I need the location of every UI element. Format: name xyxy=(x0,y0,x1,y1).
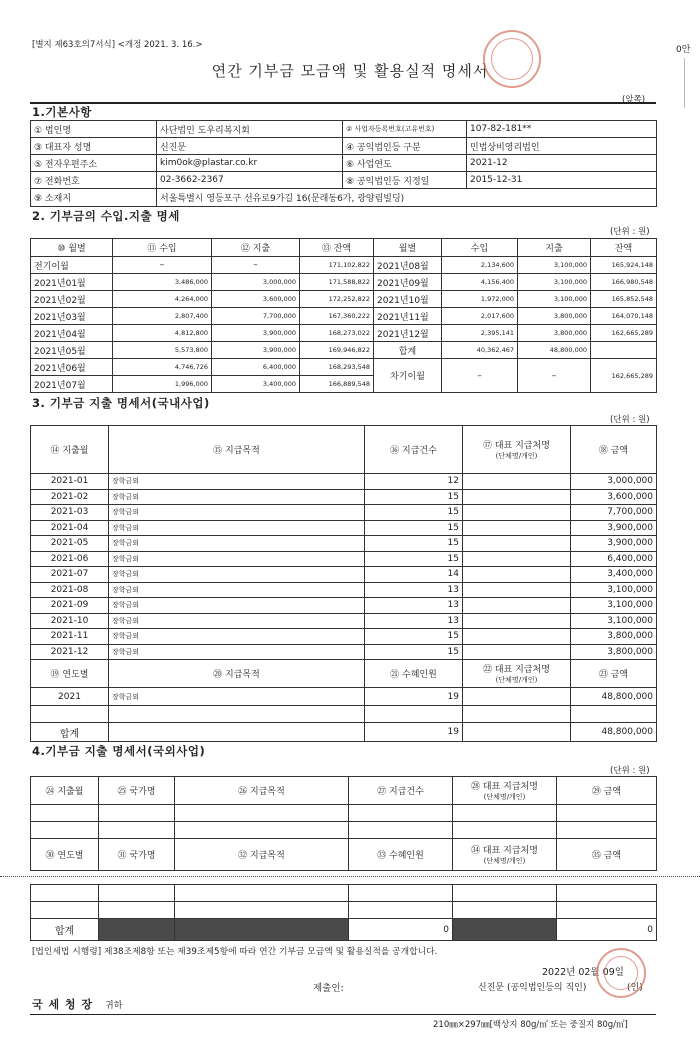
sec3-h2-year: ⑲ 연도별 xyxy=(31,660,109,688)
month-cell: 2021년04월 xyxy=(31,325,113,342)
purpose-cell: 장학금외 xyxy=(109,644,365,660)
table-row xyxy=(31,551,657,567)
sec3-h2-amount: ㉓ 금액 xyxy=(571,660,657,688)
recipient-sub: (단체명/개인) xyxy=(483,857,526,865)
top-rule xyxy=(30,102,656,104)
expense-cell: 3,800,000 xyxy=(518,325,591,342)
total-label: 합계 xyxy=(31,723,109,742)
domestic-expense-table xyxy=(30,425,657,742)
purpose-cell: 장학금외 xyxy=(109,489,365,505)
sec4-h2-beneficiaries: ㉝ 수혜인원 xyxy=(349,839,453,871)
shaded-cell xyxy=(453,919,557,941)
expense-cell: 3,900,000 xyxy=(212,325,300,342)
month-cell: 2021-05 xyxy=(31,536,109,552)
value-rep: 신진문 xyxy=(157,138,343,155)
month-cell: 2021년11월 xyxy=(374,308,442,325)
amount-cell: 3,800,000 xyxy=(571,644,657,660)
total-label-cell: 합계 xyxy=(374,342,442,359)
total-row xyxy=(31,919,657,941)
recipient-sub: (단체명/개인) xyxy=(483,793,526,801)
submitter-label: 제출인: xyxy=(313,983,344,994)
table-row xyxy=(31,598,657,614)
sec2-h-month-r: 월별 xyxy=(374,239,442,257)
amount-cell: 3,600,000 xyxy=(571,489,657,505)
month-cell: 2021-07 xyxy=(31,567,109,583)
recipient-label: ⑰ 대표 지급처명 xyxy=(483,441,550,451)
legal-statement: [법인세법 시행령] 제38조제8항 또는 제39조제5항에 따라 연간 기부금 모금액 및 활용실적을 공개합니다. xyxy=(32,947,438,957)
recipient-cell xyxy=(463,551,571,567)
seal-mark: (인) xyxy=(627,983,643,993)
table-row xyxy=(31,688,657,706)
balance-cell: 169,946,822 xyxy=(300,342,374,359)
table-row xyxy=(31,706,657,723)
submitter-name: 신진문 (공익법인등의 직인) xyxy=(478,983,587,993)
shaded-cell xyxy=(99,919,175,941)
section3-unit: (단위 : 원) xyxy=(610,415,650,425)
amount-cell: 3,100,000 xyxy=(571,582,657,598)
sec3-h-purpose: ⑮ 지급목적 xyxy=(109,426,365,474)
page-side-label: (앞쪽) xyxy=(622,95,646,105)
recipient-cell xyxy=(463,598,571,614)
balance-cell: 172,252,822 xyxy=(300,291,374,308)
month-cell: 2021-11 xyxy=(31,629,109,645)
amount-cell: 3,400,000 xyxy=(571,567,657,583)
month-cell: 2021-04 xyxy=(31,520,109,536)
income-cell: – xyxy=(113,257,212,274)
recipient-cell xyxy=(463,520,571,536)
amount-cell: 3,100,000 xyxy=(571,598,657,614)
table-row xyxy=(31,567,657,583)
sec3-h2-purpose: ⑳ 지급목적 xyxy=(109,660,365,688)
sec2-h-month: ⑩ 월별 xyxy=(31,239,113,257)
total-balance-cell xyxy=(591,342,657,359)
amount-cell: 3,800,000 xyxy=(571,629,657,645)
table-row xyxy=(31,308,657,325)
sec3-h-month: ⑭ 지출월 xyxy=(31,426,109,474)
recipient-cell xyxy=(463,644,571,660)
value-year: 2021-12 xyxy=(467,155,657,172)
count-cell: 15 xyxy=(365,520,463,536)
table-row xyxy=(31,505,657,521)
table-row xyxy=(31,805,657,822)
income-cell: 4,156,400 xyxy=(442,274,518,291)
recipient-agency: 국 세 청 장 xyxy=(32,998,93,1011)
balance-cell: 168,273,022 xyxy=(300,325,374,342)
expense-cell: 3,900,000 xyxy=(212,342,300,359)
month-cell: 2021년06월 xyxy=(31,359,113,376)
sec2-h-income: ⑪ 수입 xyxy=(113,239,212,257)
expense-cell: 6,400,000 xyxy=(212,359,300,376)
expense-cell: 3,100,000 xyxy=(518,274,591,291)
basic-info-table xyxy=(30,120,657,207)
expense-cell: 3,100,000 xyxy=(518,291,591,308)
month-cell: 2021년05월 xyxy=(31,342,113,359)
value-tel: 02-3662-2367 xyxy=(157,172,343,189)
income-cell: 2,134,600 xyxy=(442,257,518,274)
sec2-h-balance: ⑬ 잔액 xyxy=(300,239,374,257)
year-cell: 2021 xyxy=(31,688,109,706)
value-corp-name: 사단법인 도우리복지회 xyxy=(157,121,343,138)
beneficiaries-cell: 19 xyxy=(365,688,463,706)
table-row xyxy=(31,536,657,552)
label-type: ④ 공익법인등 구분 xyxy=(343,138,467,155)
sec4-h2-year: ㉚ 연도별 xyxy=(31,839,99,871)
section4-title: 4.기부금 지출 명세서(국외사업) xyxy=(32,744,206,758)
table-row xyxy=(31,885,657,902)
value-type: 민법상비영리법인 xyxy=(467,138,657,155)
purpose-cell: 장학금외 xyxy=(109,536,365,552)
label-addr: ⑨ 소재지 xyxy=(31,189,157,207)
count-cell: 15 xyxy=(365,629,463,645)
sec2-h-balance-r: 잔액 xyxy=(591,239,657,257)
total-income-cell: 40,362,467 xyxy=(442,342,518,359)
recipient-sub: (단체명/개인) xyxy=(495,452,538,460)
sec2-h-expense: ⑫ 지출 xyxy=(212,239,300,257)
section4-unit: (단위 : 원) xyxy=(610,766,650,776)
purpose-cell: 장학금외 xyxy=(109,474,365,490)
section3-title: 3. 기부금 지출 명세서(국내사업) xyxy=(32,396,210,410)
table-row xyxy=(31,274,657,291)
count-cell: 15 xyxy=(365,489,463,505)
balance-cell: 168,293,548 xyxy=(300,359,374,376)
table-row xyxy=(31,474,657,490)
sec4-h-amount: ㉙ 금액 xyxy=(557,777,657,805)
recipient-cell xyxy=(463,688,571,706)
table-row xyxy=(31,644,657,660)
shaded-cell xyxy=(175,919,349,941)
recipient-cell xyxy=(463,613,571,629)
sec4-h-count: ㉗ 지급건수 xyxy=(349,777,453,805)
sec4-h2-recipient xyxy=(453,839,557,871)
total-count: 19 xyxy=(365,723,463,742)
total-amount: 48,800,000 xyxy=(571,723,657,742)
value-addr: 서울특별시 영등포구 선유로9가길 16(문래동6가, 광양림빌딩) xyxy=(157,189,657,207)
balance-cell: 166,980,548 xyxy=(591,274,657,291)
table-row xyxy=(31,257,657,274)
submission-date: 2022년 02월 09일 xyxy=(542,967,624,978)
month-cell: 2021-08 xyxy=(31,582,109,598)
amount-cell: 7,700,000 xyxy=(571,505,657,521)
sec4-h-purpose: ㉖ 지급목적 xyxy=(175,777,349,805)
corporate-seal-stamp xyxy=(596,948,646,998)
sec4-h-country: ㉕ 국가명 xyxy=(99,777,175,805)
carry-balance-cell: 162,665,289 xyxy=(591,359,657,393)
income-cell: 3,486,000 xyxy=(113,274,212,291)
label-rep: ③ 대표자 성명 xyxy=(31,138,157,155)
count-cell: 13 xyxy=(365,582,463,598)
balance-cell: 167,360,222 xyxy=(300,308,374,325)
month-cell: 전기이월 xyxy=(31,257,113,274)
purpose-cell: 장학금외 xyxy=(109,520,365,536)
sec4-h-month: ㉔ 지출월 xyxy=(31,777,99,805)
table-row xyxy=(31,902,657,919)
document-title: 연간 기부금 모금액 및 활용실적 명세서 xyxy=(211,62,489,80)
balance-cell: 165,924,148 xyxy=(591,257,657,274)
income-cell: 4,746,726 xyxy=(113,359,212,376)
balance-cell: 166,889,548 xyxy=(300,376,374,393)
table-row xyxy=(31,489,657,505)
month-cell: 2021-03 xyxy=(31,505,109,521)
table-row xyxy=(31,520,657,536)
sec3-h2-beneficiaries: ㉑ 수혜인원 xyxy=(365,660,463,688)
recipient-label: ㉘ 대표 지급처명 xyxy=(471,782,538,792)
count-cell: 12 xyxy=(365,474,463,490)
value-date: 2015-12-31 xyxy=(467,172,657,189)
total-row xyxy=(31,723,657,742)
overseas-expense-table xyxy=(30,776,657,871)
value-email: kim0ok@plastar.co.kr xyxy=(157,155,343,172)
purpose-cell: 장학금외 xyxy=(109,688,365,706)
sec4-h2-purpose: ㉜ 지급목적 xyxy=(175,839,349,871)
sec2-h-expense-r: 지출 xyxy=(518,239,591,257)
count-cell: 13 xyxy=(365,613,463,629)
expense-cell: 7,700,000 xyxy=(212,308,300,325)
income-cell: 1,996,000 xyxy=(113,376,212,393)
balance-cell: 162,665,289 xyxy=(591,325,657,342)
bottom-rule xyxy=(30,1014,656,1015)
expense-cell: 3,400,000 xyxy=(212,376,300,393)
balance-cell: 165,852,548 xyxy=(591,291,657,308)
count-cell: 14 xyxy=(365,567,463,583)
recipient-cell xyxy=(463,567,571,583)
recipient-label: ㉞ 대표 지급처명 xyxy=(471,846,538,856)
month-cell: 2021-02 xyxy=(31,489,109,505)
month-cell: 2021년07월 xyxy=(31,376,113,393)
label-biz-no: ② 사업자등록번호(고유번호) xyxy=(343,121,467,138)
sec3-h-amount: ⑱ 금액 xyxy=(571,426,657,474)
total-expense-cell: 48,800,000 xyxy=(518,342,591,359)
income-cell: 1,972,000 xyxy=(442,291,518,308)
edge-divider xyxy=(684,58,700,108)
income-cell: 5,573,800 xyxy=(113,342,212,359)
total-amount: 0 xyxy=(557,919,657,941)
amount-cell: 3,900,000 xyxy=(571,520,657,536)
month-cell: 2021년12월 xyxy=(374,325,442,342)
month-cell: 2021년01월 xyxy=(31,274,113,291)
recipient-label: ㉒ 대표 지급처명 xyxy=(483,665,550,675)
purpose-cell: 장학금외 xyxy=(109,567,365,583)
section2-unit: (단위 : 원) xyxy=(610,227,650,237)
amount-cell: 3,000,000 xyxy=(571,474,657,490)
purpose-cell: 장학금외 xyxy=(109,505,365,521)
purpose-cell: 장학금외 xyxy=(109,598,365,614)
recipient-sub: (단체명/개인) xyxy=(495,676,538,684)
expense-cell: 3,600,000 xyxy=(212,291,300,308)
balance-cell: 171,102,822 xyxy=(300,257,374,274)
total-count: 0 xyxy=(349,919,453,941)
month-cell: 2021-06 xyxy=(31,551,109,567)
page-break-line xyxy=(0,876,700,877)
expense-cell: 3,100,000 xyxy=(518,257,591,274)
value-biz-no: 107-82-181** xyxy=(467,121,657,138)
label-date: ⑧ 공익법인등 지정일 xyxy=(343,172,467,189)
sec3-h-recipient xyxy=(463,426,571,474)
month-cell: 2021년02월 xyxy=(31,291,113,308)
table-row xyxy=(31,359,657,376)
table-row xyxy=(31,291,657,308)
expense-cell: 3,800,000 xyxy=(518,308,591,325)
month-cell: 2021년03월 xyxy=(31,308,113,325)
amount-cell: 48,800,000 xyxy=(571,688,657,706)
recipient-cell xyxy=(463,505,571,521)
purpose-cell: 장학금외 xyxy=(109,613,365,629)
month-cell: 2021년08월 xyxy=(374,257,442,274)
month-cell: 2021-01 xyxy=(31,474,109,490)
edge-text: 0안 xyxy=(676,45,691,55)
recipient-cell xyxy=(463,582,571,598)
amount-cell: 6,400,000 xyxy=(571,551,657,567)
income-cell: 2,017,600 xyxy=(442,308,518,325)
month-cell: 2021-12 xyxy=(31,644,109,660)
paper-spec: 210㎜×297㎜[백상지 80g/㎡ 또는 중질지 80g/㎡] xyxy=(433,1020,628,1030)
count-cell: 15 xyxy=(365,536,463,552)
section1-title: 1.기본사항 xyxy=(32,105,92,119)
recipient-cell xyxy=(463,489,571,505)
total-label: 합계 xyxy=(31,919,99,941)
month-cell: 2021-10 xyxy=(31,613,109,629)
label-year: ⑥ 사업연도 xyxy=(343,155,467,172)
recipient-suffix: 귀하 xyxy=(105,1001,123,1011)
income-cell: 2,807,400 xyxy=(113,308,212,325)
purpose-cell: 장학금외 xyxy=(109,582,365,598)
sec3-h-count: ⑯ 지급건수 xyxy=(365,426,463,474)
expense-cell: 3,000,000 xyxy=(212,274,300,291)
income-expense-table xyxy=(30,238,657,393)
recipient-cell xyxy=(463,629,571,645)
label-corp-name: ① 법인명 xyxy=(31,121,157,138)
month-cell: 2021년10월 xyxy=(374,291,442,308)
label-email: ⑤ 전자우편주소 xyxy=(31,155,157,172)
recipient-cell xyxy=(463,474,571,490)
carry-label-cell: 차기이월 xyxy=(374,359,442,393)
purpose-cell: 장학금외 xyxy=(109,629,365,645)
sec4-h2-country: ㉛ 국가명 xyxy=(99,839,175,871)
table-row xyxy=(31,629,657,645)
sec2-h-income-r: 수입 xyxy=(442,239,518,257)
purpose-cell: 장학금외 xyxy=(109,551,365,567)
sec4-h2-amount: ㉟ 금액 xyxy=(557,839,657,871)
table-row xyxy=(31,822,657,839)
count-cell: 15 xyxy=(365,505,463,521)
month-cell: 2021-09 xyxy=(31,598,109,614)
table-row xyxy=(31,582,657,598)
balance-cell: 171,588,822 xyxy=(300,274,374,291)
sec4-h-recipient xyxy=(453,777,557,805)
expense-cell: – xyxy=(212,257,300,274)
carry-expense-cell: – xyxy=(518,359,591,393)
amount-cell: 3,100,000 xyxy=(571,613,657,629)
income-cell: 4,264,000 xyxy=(113,291,212,308)
overseas-expense-table-cont xyxy=(30,884,657,941)
balance-cell: 164,070,148 xyxy=(591,308,657,325)
table-row xyxy=(31,613,657,629)
carry-income-cell: – xyxy=(442,359,518,393)
month-cell: 2021년09월 xyxy=(374,274,442,291)
amount-cell: 3,900,000 xyxy=(571,536,657,552)
table-row xyxy=(31,342,657,359)
recipient-cell xyxy=(463,536,571,552)
official-seal-stamp xyxy=(483,30,541,88)
count-cell: 13 xyxy=(365,598,463,614)
income-cell: 4,812,800 xyxy=(113,325,212,342)
income-cell: 2,395,141 xyxy=(442,325,518,342)
label-tel: ⑦ 전화번호 xyxy=(31,172,157,189)
count-cell: 15 xyxy=(365,644,463,660)
table-row xyxy=(31,325,657,342)
count-cell: 15 xyxy=(365,551,463,567)
section2-title: 2. 기부금의 수입.지출 명세 xyxy=(32,209,180,223)
form-reference: [별지 제63호의7서식] <개정 2021. 3. 16.> xyxy=(32,40,203,50)
sec3-h2-recipient xyxy=(463,660,571,688)
